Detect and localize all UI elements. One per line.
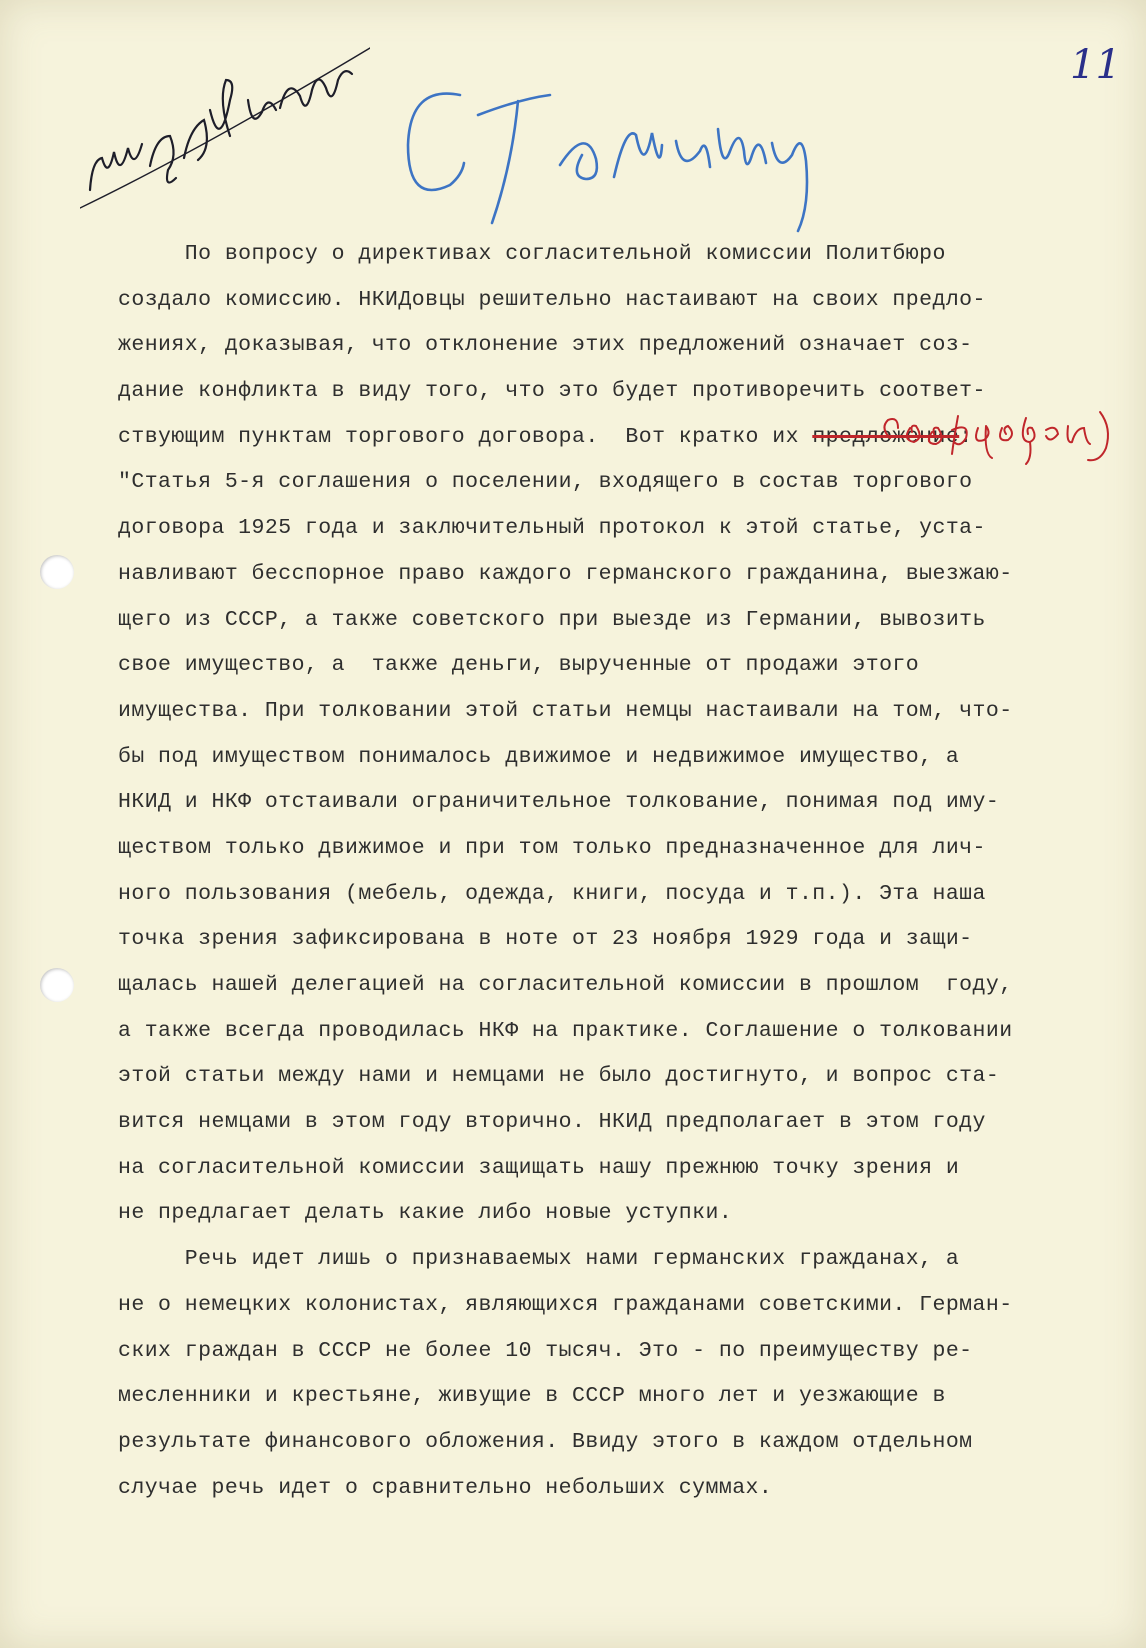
punch-hole-top bbox=[40, 555, 74, 589]
text-line: случае речь идет о сравнительно небольших суммах. bbox=[118, 1475, 773, 1500]
text-line: ществом только движимое и при том только предназначенное для лич- bbox=[118, 835, 986, 860]
handwritten-addressee bbox=[400, 55, 860, 245]
text-line: а также всегда проводилась НКФ на практике. Соглашение о толковании bbox=[118, 1018, 1013, 1043]
text-line: навливают бесспорное право каждого германского гражданина, выезжаю- bbox=[118, 561, 1013, 586]
text-line: создало комиссию. НКИДовцы решительно настаивают на своих предло- bbox=[118, 287, 986, 312]
text-line: свое имущество, а также деньги, вырученные от продажи этого bbox=[118, 653, 920, 678]
text-line: По вопросу о директивах согласительной комиссии Политбюро bbox=[118, 242, 946, 266]
page-number: 11 bbox=[1070, 42, 1121, 88]
text-line: месленники и крестьяне, живущие в СССР много лет и уезжающие в bbox=[118, 1384, 946, 1409]
text-line-start: ствующим пунктам торгового договора. Вот кратко их bbox=[118, 424, 813, 449]
text-line: не предлагает делать какие либо новые уступки. bbox=[118, 1201, 733, 1226]
text-line: этой статьи между нами и немцами не было достигнуто, и вопрос ста- bbox=[118, 1064, 1000, 1089]
handwritten-correction bbox=[880, 398, 1120, 468]
text-line: ного пользования (мебель, одежда, книги, посуда и т.п.). Эта наша bbox=[118, 881, 986, 906]
text-line: договора 1925 года и заключительный протокол к этой статье, уста- bbox=[118, 516, 986, 541]
text-line: вится немцами в этом году вторично. НКИД предполагает в этом году bbox=[118, 1110, 986, 1135]
text-line: бы под имуществом понималось движимое и недвижимое имущество, а bbox=[118, 744, 960, 769]
text-line: щего из СССР, а также советского при выезде из Германии, вывозить bbox=[118, 607, 986, 632]
punch-hole-bottom bbox=[40, 968, 74, 1002]
text-line: точка зрения зафиксирована в ноте от 23 ноября 1929 года и защи- bbox=[118, 927, 973, 952]
text-line-end: : bbox=[959, 424, 973, 449]
text-line: щалась нашей делегацией на согласительной комиссии в прошлом году, bbox=[118, 973, 1013, 997]
text-line: "Статья 5-я соглашения о поселении, входящего в состав торгового bbox=[118, 470, 973, 495]
text-line: ских граждан в СССР не более 10 тысяч. Это - по преимуществу ре- bbox=[118, 1338, 973, 1363]
handwritten-corner-note bbox=[80, 40, 370, 210]
struck-word: предложение bbox=[812, 424, 960, 449]
text-line: НКИД и НКФ отстаивали ограничительное толкование, понимая под иму- bbox=[118, 790, 1000, 815]
text-line: результате финансового обложения. Ввиду этого в каждом отдельном bbox=[118, 1429, 973, 1454]
text-line: жениях, доказывая, что отклонение этих предложений означает соз- bbox=[118, 333, 973, 358]
text-line: Речь идет лишь о признаваемых нами германских гражданах, а bbox=[118, 1247, 960, 1272]
text-line: имущества. При толковании этой статьи немцы настаивали на том, что- bbox=[118, 698, 1013, 723]
text-line: на согласительной комиссии защищать нашу прежнюю точку зрения и bbox=[118, 1155, 960, 1180]
text-line: не о немецких колонистах, являющихся гражданами советскими. Герман- bbox=[118, 1292, 1013, 1317]
text-line: дание конфликта в виду того, что это будет противоречить соответ- bbox=[118, 379, 986, 404]
